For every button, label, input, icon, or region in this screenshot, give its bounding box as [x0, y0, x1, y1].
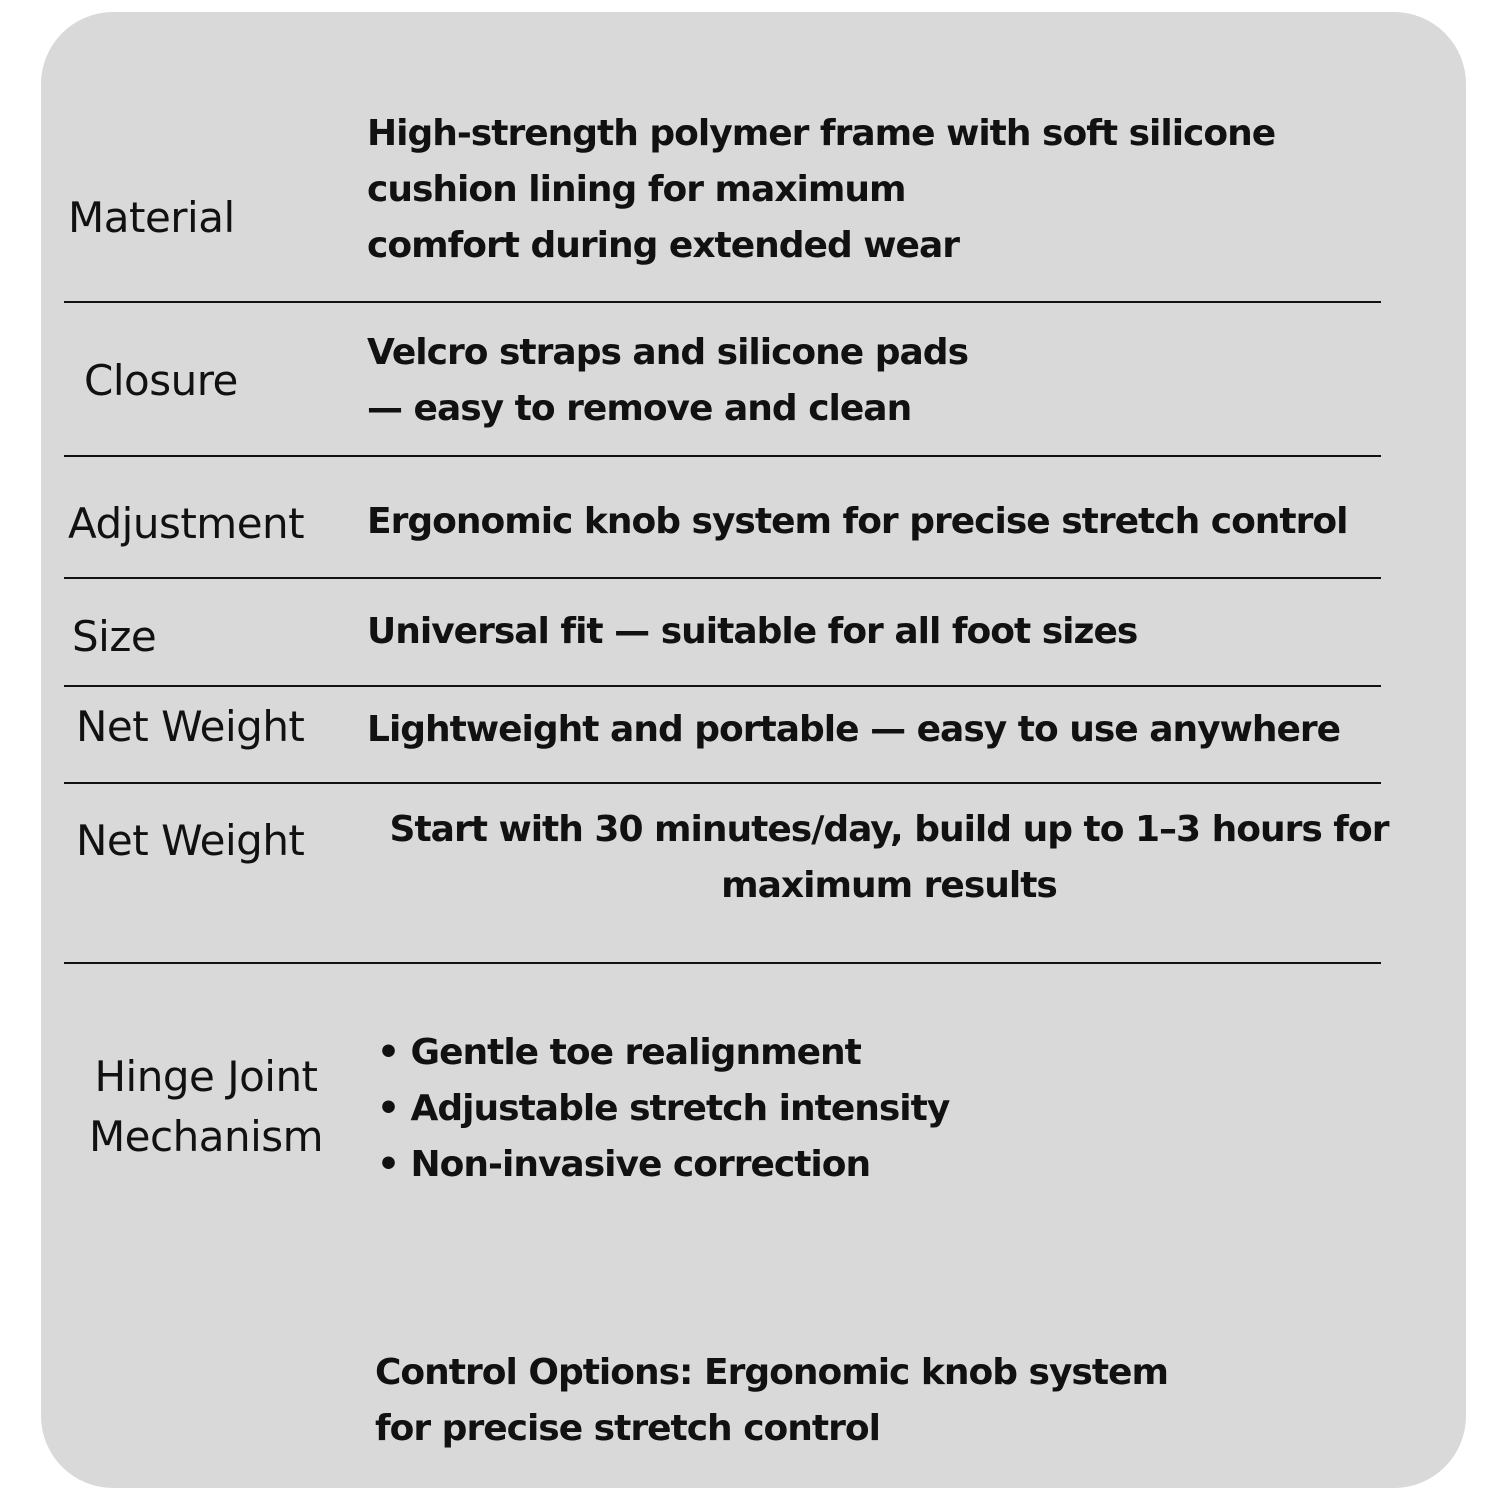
spec-label-closure: Closure [84, 356, 238, 405]
row-divider [64, 782, 1381, 784]
spec-label-net-weight-usage: Net Weight [76, 816, 305, 865]
list-item: • Non-invasive correction [377, 1144, 871, 1185]
row-divider [64, 962, 1381, 964]
row-divider [64, 455, 1381, 457]
control-options-note: Control Options: Ergonomic knob system for precise stretch control [375, 1352, 1168, 1449]
spec-value-usage: Start with 30 minutes/day, build up to 1–3 hours for maximum results [389, 809, 1389, 906]
list-item: • Gentle toe realignment [377, 1032, 861, 1073]
spec-value-material: High-strength polymer frame with soft silicone cushion lining for maximum comfort during extended wear [367, 113, 1276, 266]
spec-label-net-weight: Net Weight [76, 702, 305, 751]
spec-label-hinge-joint-mechanism: Hinge Joint Mechanism [88, 1052, 324, 1161]
spec-value-closure: Velcro straps and silicone pads — easy to remove and clean [367, 332, 969, 429]
row-divider [64, 301, 1381, 303]
list-item: • Adjustable stretch intensity [377, 1088, 950, 1129]
spec-label-size: Size [72, 612, 157, 661]
spec-value-net-weight: Lightweight and portable — easy to use anywhere [367, 709, 1341, 750]
spec-value-adjustment: Ergonomic knob system for precise stretch control [367, 501, 1348, 542]
spec-value-size: Universal fit — suitable for all foot sizes [367, 611, 1138, 652]
spec-value-hinge-benefits [377, 1025, 949, 1193]
row-divider [64, 685, 1381, 687]
row-divider [64, 577, 1381, 579]
spec-label-adjustment: Adjustment [68, 499, 305, 548]
spec-label-material: Material [68, 193, 235, 242]
